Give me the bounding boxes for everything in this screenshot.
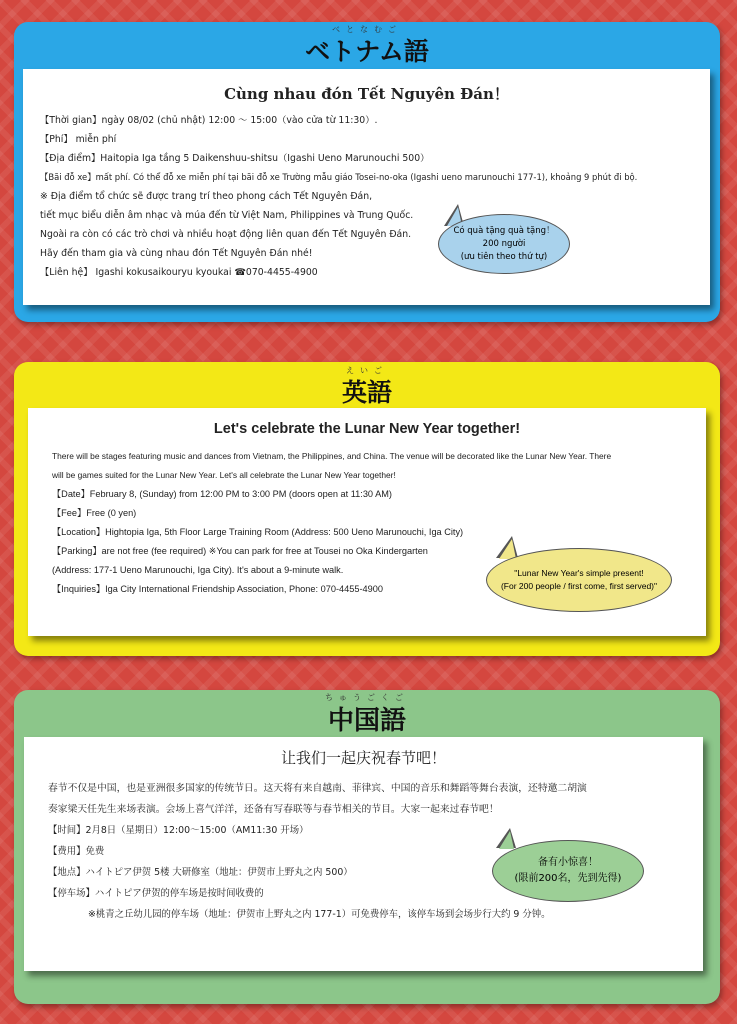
vietnamese-title: Cùng nhau đón Tết Nguyên Đán！ — [224, 85, 509, 103]
vietnamese-card — [23, 69, 710, 305]
english-bubble-line: (For 200 people / first come, first served)" — [500, 581, 658, 591]
chinese-parking-note-line: ※桃青之丘幼儿园的停车场（地址：伊贺市上野丸之内 177-1）可免费停车，该停车场到会场步行大约 9 分钟。 — [88, 909, 551, 920]
vietnamese-time-line: 【Thời gian】ngày 08/02 (chủ nhật) 12:00 ～ 15:00（vào cửa từ 11:30）. — [40, 115, 378, 126]
vietnamese-description-line: ※ Địa điểm tổ chức sẽ được trang trí theo phong cách Tết Nguyên Đán, — [40, 191, 373, 202]
chinese-heading: 中国語 — [327, 706, 406, 736]
english-heading-ruby: えいご — [346, 366, 388, 375]
vietnamese-parking-line: 【Bãi đỗ xe】mất phí. Có thể đỗ xe miễn phí tại bãi đỗ xe Trường mẫu giáo Tosei-no-oka (Igashi ueno marunouchi 177-1), khoảng 9 phút đi bộ. — [40, 172, 638, 182]
vietnamese-heading: ベトナム語 — [305, 37, 429, 66]
vietnamese-description-line: Hãy đến tham gia và cùng nhau đón Tết Nguyên Đán nhé! — [40, 248, 313, 259]
english-inquiries-line: 【Inquiries】Iga City International Friendship Association, Phone: 070-4455-4900 — [52, 584, 383, 594]
chinese-title: 让我们一起庆祝春节吧！ — [280, 749, 446, 767]
vietnamese-bubble-line: 200 người — [482, 238, 526, 249]
vietnamese-fee-line: 【Phí】 miễn phí — [40, 134, 117, 145]
vietnamese-body — [23, 111, 710, 282]
english-gift-bubble — [486, 548, 672, 612]
english-description-line: will be games suited for the Lunar New Year. Let's all celebrate the Lunar New Year together! — [52, 470, 396, 480]
vietnamese-bubble-line: Có quà tặng quà tặng！ — [453, 225, 555, 236]
english-location-line: 【Location】Hightopia Iga, 5th Floor Large Training Room (Address: 500 Ueno Marunouchi, Iga City) — [52, 527, 464, 537]
chinese-heading-ruby: ちゅうごくご — [325, 693, 409, 702]
english-parking-line: 【Parking】are not free (fee required) ※You can park for free at Tousei no Oka Kindergarten — [52, 546, 428, 556]
english-title: Let's celebrate the Lunar New Year together! — [213, 421, 521, 437]
chinese-bubble-line: (限前200名，先到先得) — [514, 873, 622, 884]
vietnamese-bubble-line: (ưu tiên theo thứ tự) — [460, 251, 548, 262]
english-bubble-line: "Lunar New Year's simple present! — [514, 568, 644, 578]
vietnamese-gift-bubble — [438, 214, 570, 274]
english-parking-address-line: (Address: 177-1 Ueno Marunouchi, Iga City). It's about a 9-minute walk. — [52, 565, 344, 575]
chinese-bubble-tail-fill — [499, 831, 514, 849]
chinese-time-line: 【时间】2月8日（星期日）12:00～15:00（AM11:30 开场） — [48, 825, 309, 836]
vietnamese-description-line: tiết mục biểu diễn âm nhạc và múa đến từ Việt Nam, Philippines và Trung Quốc. — [40, 210, 414, 221]
chinese-description-line: 春节不仅是中国，也是亚洲很多国家的传统节日。这天将有来自越南、菲律宾、中国的音乐和舞蹈等舞台表演，还特邀二胡演 — [48, 783, 587, 794]
english-date-line: 【Date】February 8, (Sunday) from 12:00 PM to 3:00 PM (doors open at 11:30 AM) — [52, 489, 392, 499]
english-fee-line: 【Fee】Free (0 yen) — [52, 508, 137, 518]
vietnamese-contact-line: 【Liên hệ】 Igashi kokusaikouryu kyoukai ☎070-4455-4900 — [40, 267, 318, 278]
chinese-description-line: 奏家梁天任先生来场表演。会场上喜气洋洋，还备有写春联等与春节相关的节目。大家一起来过春节吧！ — [48, 804, 499, 815]
chinese-location-line: 【地点】ハイトピア伊贺 5楼 大研修室（地址：伊贺市上野丸之内 500） — [48, 867, 353, 878]
english-description-line: There will be stages featuring music and dances from Vietnam, the Philippines, and China. The venue will be decorated like the Lunar New Year. There — [52, 451, 612, 461]
chinese-fee-line: 【费用】免费 — [48, 846, 105, 857]
chinese-bubble-line: 备有小惊喜！ — [538, 857, 598, 868]
vietnamese-description-line: Ngoài ra còn có các trò chơi và nhiều hoạt động liên quan đến Tết Nguyên Đán. — [40, 229, 412, 240]
vietnamese-heading-ruby: べとなむご — [332, 25, 402, 34]
vietnamese-location-line: 【Địa điểm】Haitopia Iga tầng 5 Daikenshuu-shitsu（Igashi Ueno Marunouchi 500） — [40, 153, 430, 164]
chinese-parking-line: 【停车场】ハイトピア伊贺的停车场是按时间收费的 — [48, 888, 264, 899]
english-heading: 英語 — [341, 378, 392, 407]
chinese-gift-bubble — [492, 840, 644, 902]
